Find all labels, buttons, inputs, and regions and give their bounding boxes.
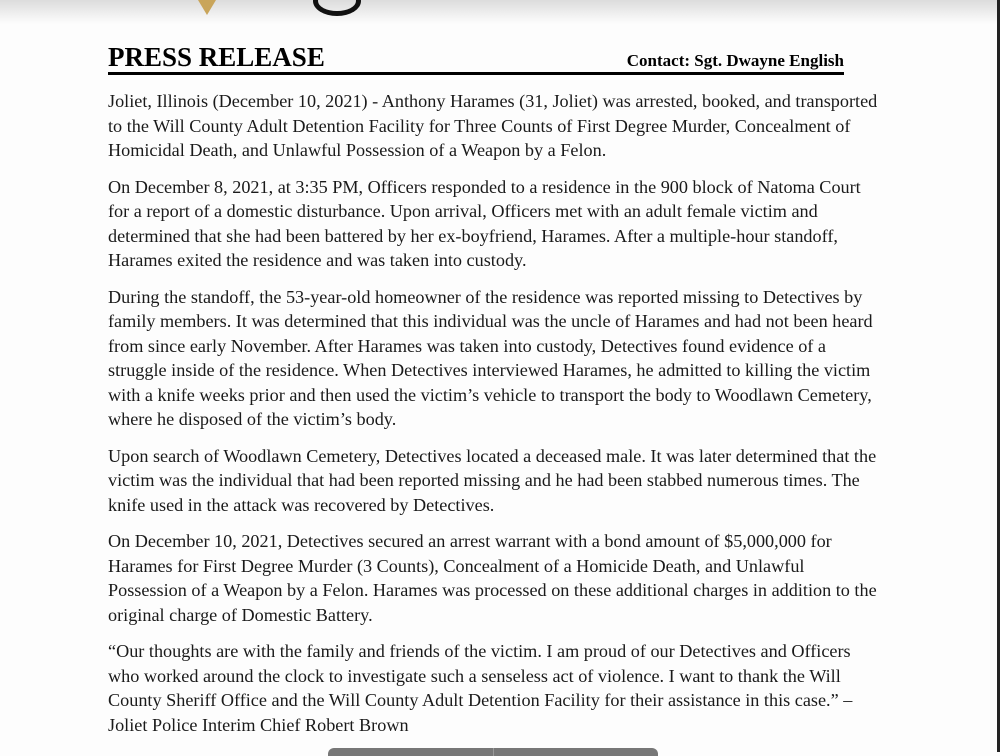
page-title: PRESS RELEASE	[108, 42, 325, 72]
toolbar-divider	[493, 748, 494, 756]
letterhead-logo-icon	[313, 0, 361, 16]
press-release-header	[108, 42, 844, 75]
paragraph-intro: Joliet, Illinois (December 10, 2021) - Anthony Harames (31, Joliet) was arrested, booked, and transported to the Will County Adult Detention Facility for Three Counts of First Degree Murder, Concealment of Homicidal Death, and Unlawful Possession of a Weapon by a Felon.	[108, 91, 878, 160]
letterhead-band	[0, 0, 1000, 24]
paragraph-quote: “Our thoughts are with the family and friends of the victim. I am proud of our Detectives and Officers who worked around the clock to investigate such a senseless act of violence. I want to thank the Will County Sheriff Office and the Will County Adult Detention Facility for their assistance in this case.” – Joliet Police Interim Chief Robert Brown	[108, 641, 853, 735]
contact-line: Contact: Sgt. Dwayne English	[626, 51, 844, 70]
paragraph-investigation: During the standoff, the 53-year-old homeowner of the residence was reported missing to Detectives by family members. It was determined that this individual was the uncle of Harames and had not been heard from since early November. After Harames was taken into custody, Detectives found evidence of a struggle inside of the residence. When Detectives interviewed Harames, he admitted to killing the victim with a knife weeks prior and then used the victim’s vehicle to transport the body to Woodlawn Cemetery, where he disposed of the victim’s body.	[108, 286, 873, 429]
paragraph-incident: On December 8, 2021, at 3:35 PM, Officers responded to a residence in the 900 block of Natoma Court for a report of a domestic disturbance. Upon arrival, Officers met with an adult female victim and determined that she had been battered by her ex-boyfriend, Harames. After a multiple-hour standoff, Harames exited the residence and was taken into custody.	[108, 176, 861, 270]
viewer-toolbar[interactable]	[328, 748, 658, 756]
paragraph-cemetery: Upon search of Woodlawn Cemetery, Detectives located a deceased male. It was later determined that the victim was the individual that had been reported missing and he had been stabbed numerous times. The knife used in the attack was recovered by Detectives.	[108, 445, 877, 515]
badge-logo-icon	[198, 0, 216, 15]
press-release-body	[108, 89, 883, 749]
paragraph-warrant: On December 10, 2021, Detectives secured an arrest warrant with a bond amount of $5,000,000 for Harames for First Degree Murder (3 Counts), Concealment of a Homicide Death, and Unlawful Possession of a Weapon by a Felon. Harames was processed on these additional charges in addition to the original charge of Domestic Battery.	[108, 531, 877, 625]
